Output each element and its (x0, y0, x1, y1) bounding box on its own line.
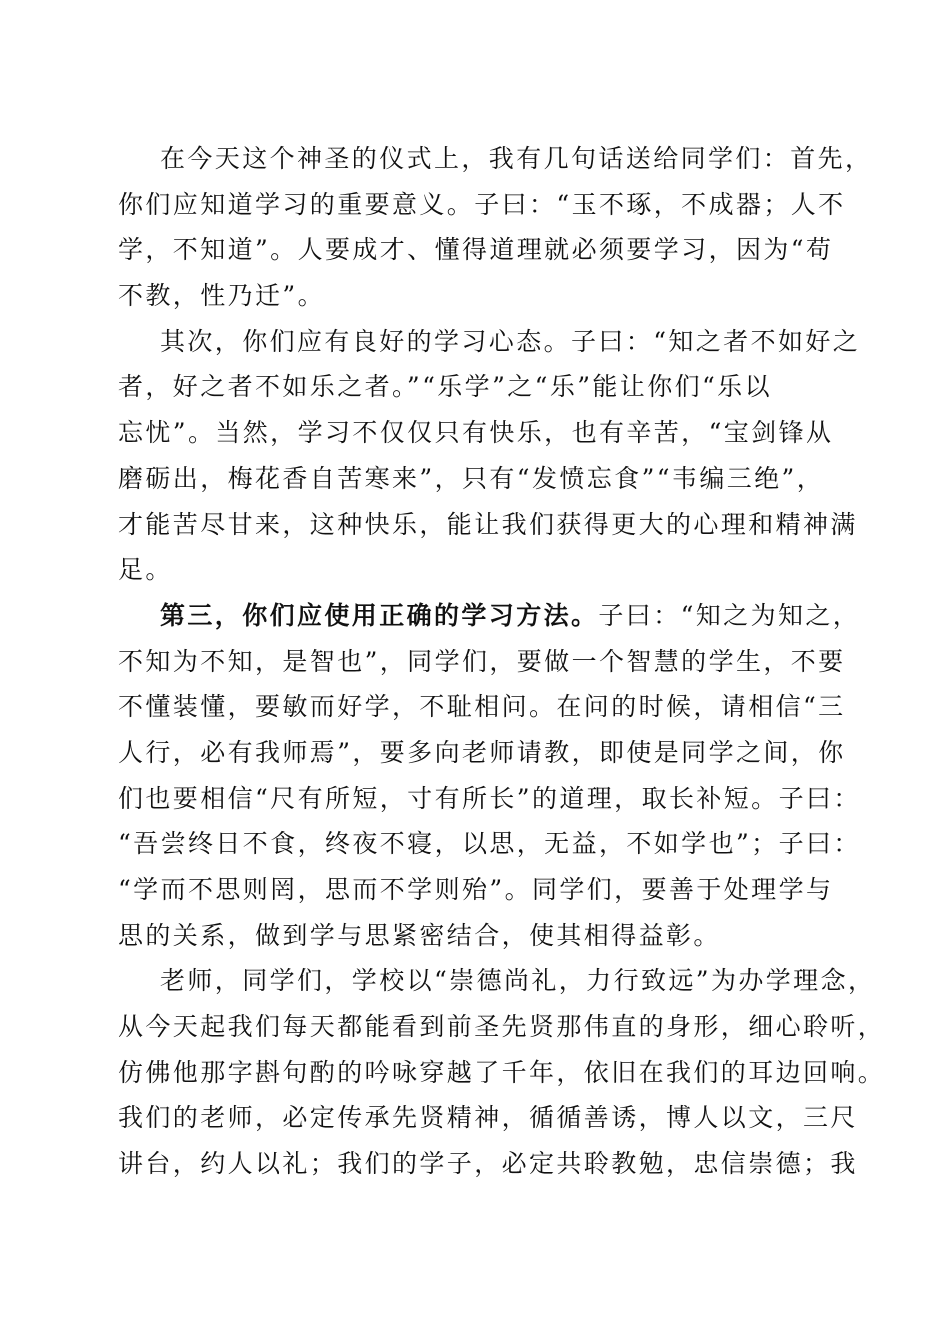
text-line: 磨砺出，梅花香自苦寒来”，只有“发愤忘食”“韦编三绝”， (118, 463, 825, 493)
text-line: 其次，你们应有良好的学习心态。子曰：“知之者不如好之 (160, 326, 861, 356)
text-line: 讲台，约人以礼；我们的学子，必定共聆教勉，忠信崇德；我 (118, 1149, 858, 1179)
text-line: 你们应知道学习的重要意义。子曰：“玉不琢，不成器；人不 (118, 189, 846, 219)
text-line: 仿佛他那字斟句酌的吟咏穿越了千年，依旧在我们的耳边回响。 (118, 1057, 886, 1087)
text-line: 我们的老师，必定传承先贤精神，循循善诱，博人以文，三尺 (118, 1103, 858, 1133)
text-line: 们也要相信“尺有所短，寸有所长”的道理，取长补短。子曰： (118, 783, 861, 813)
paragraph-opening (118, 136, 873, 319)
text-line: 不知为不知，是智也”，同学们，要做一个智慧的学生，不要 (118, 646, 846, 676)
text-line-rest: 子曰：“知之为知之， (598, 600, 861, 630)
text-line: 才能苦尽甘来，这种快乐，能让我们获得更大的心理和精神满 (118, 509, 858, 539)
document-body (118, 136, 886, 1187)
text-line: 不懂装懂，要敏而好学，不耻相问。在问的时候，请相信“三 (118, 692, 846, 722)
paragraph-second (118, 319, 861, 593)
text-line: 忘忧”。当然，学习不仅仅只有快乐，也有辛苦，“宝剑锋从 (118, 418, 834, 448)
text-line: 人行，必有我师焉”，要多向老师请教，即使是同学之间，你 (118, 737, 846, 767)
text-line: 老师，同学们，学校以“崇德尚礼，力行致远”为办学理念， (160, 966, 876, 996)
text-line: “吾尝终日不食，终夜不寝，以思，无益，不如学也”；子曰： (118, 829, 861, 859)
text-line: “学而不思则罔，思而不学则殆”。同学们，要善于处理学与 (118, 875, 834, 904)
text-line: 从今天起我们每天都能看到前圣先贤那伟直的身形，细心聆听， (118, 1012, 886, 1042)
text-line: 在今天这个神圣的仪式上，我有几句话送给同学们：首先， (160, 144, 873, 173)
text-line (118, 593, 861, 639)
text-line: 学，不知道”。人要成才、懂得道理就必须要学习，因为“苟 (118, 235, 834, 265)
text-line: 思的关系，做到学与思紧密结合，使其相得益彰。 (118, 920, 721, 950)
text-line: 足。 (118, 555, 173, 585)
text-line: 者，好之者不如乐之者。”“乐学”之“乐”能让你们“乐以 (118, 372, 772, 402)
paragraph-lead: 第三，你们应使用正确的学习方法。 (160, 600, 599, 630)
text-line: 不教，性乃迁”。 (118, 281, 325, 311)
paragraph-fourth (118, 958, 886, 1186)
paragraph-third (118, 593, 861, 959)
